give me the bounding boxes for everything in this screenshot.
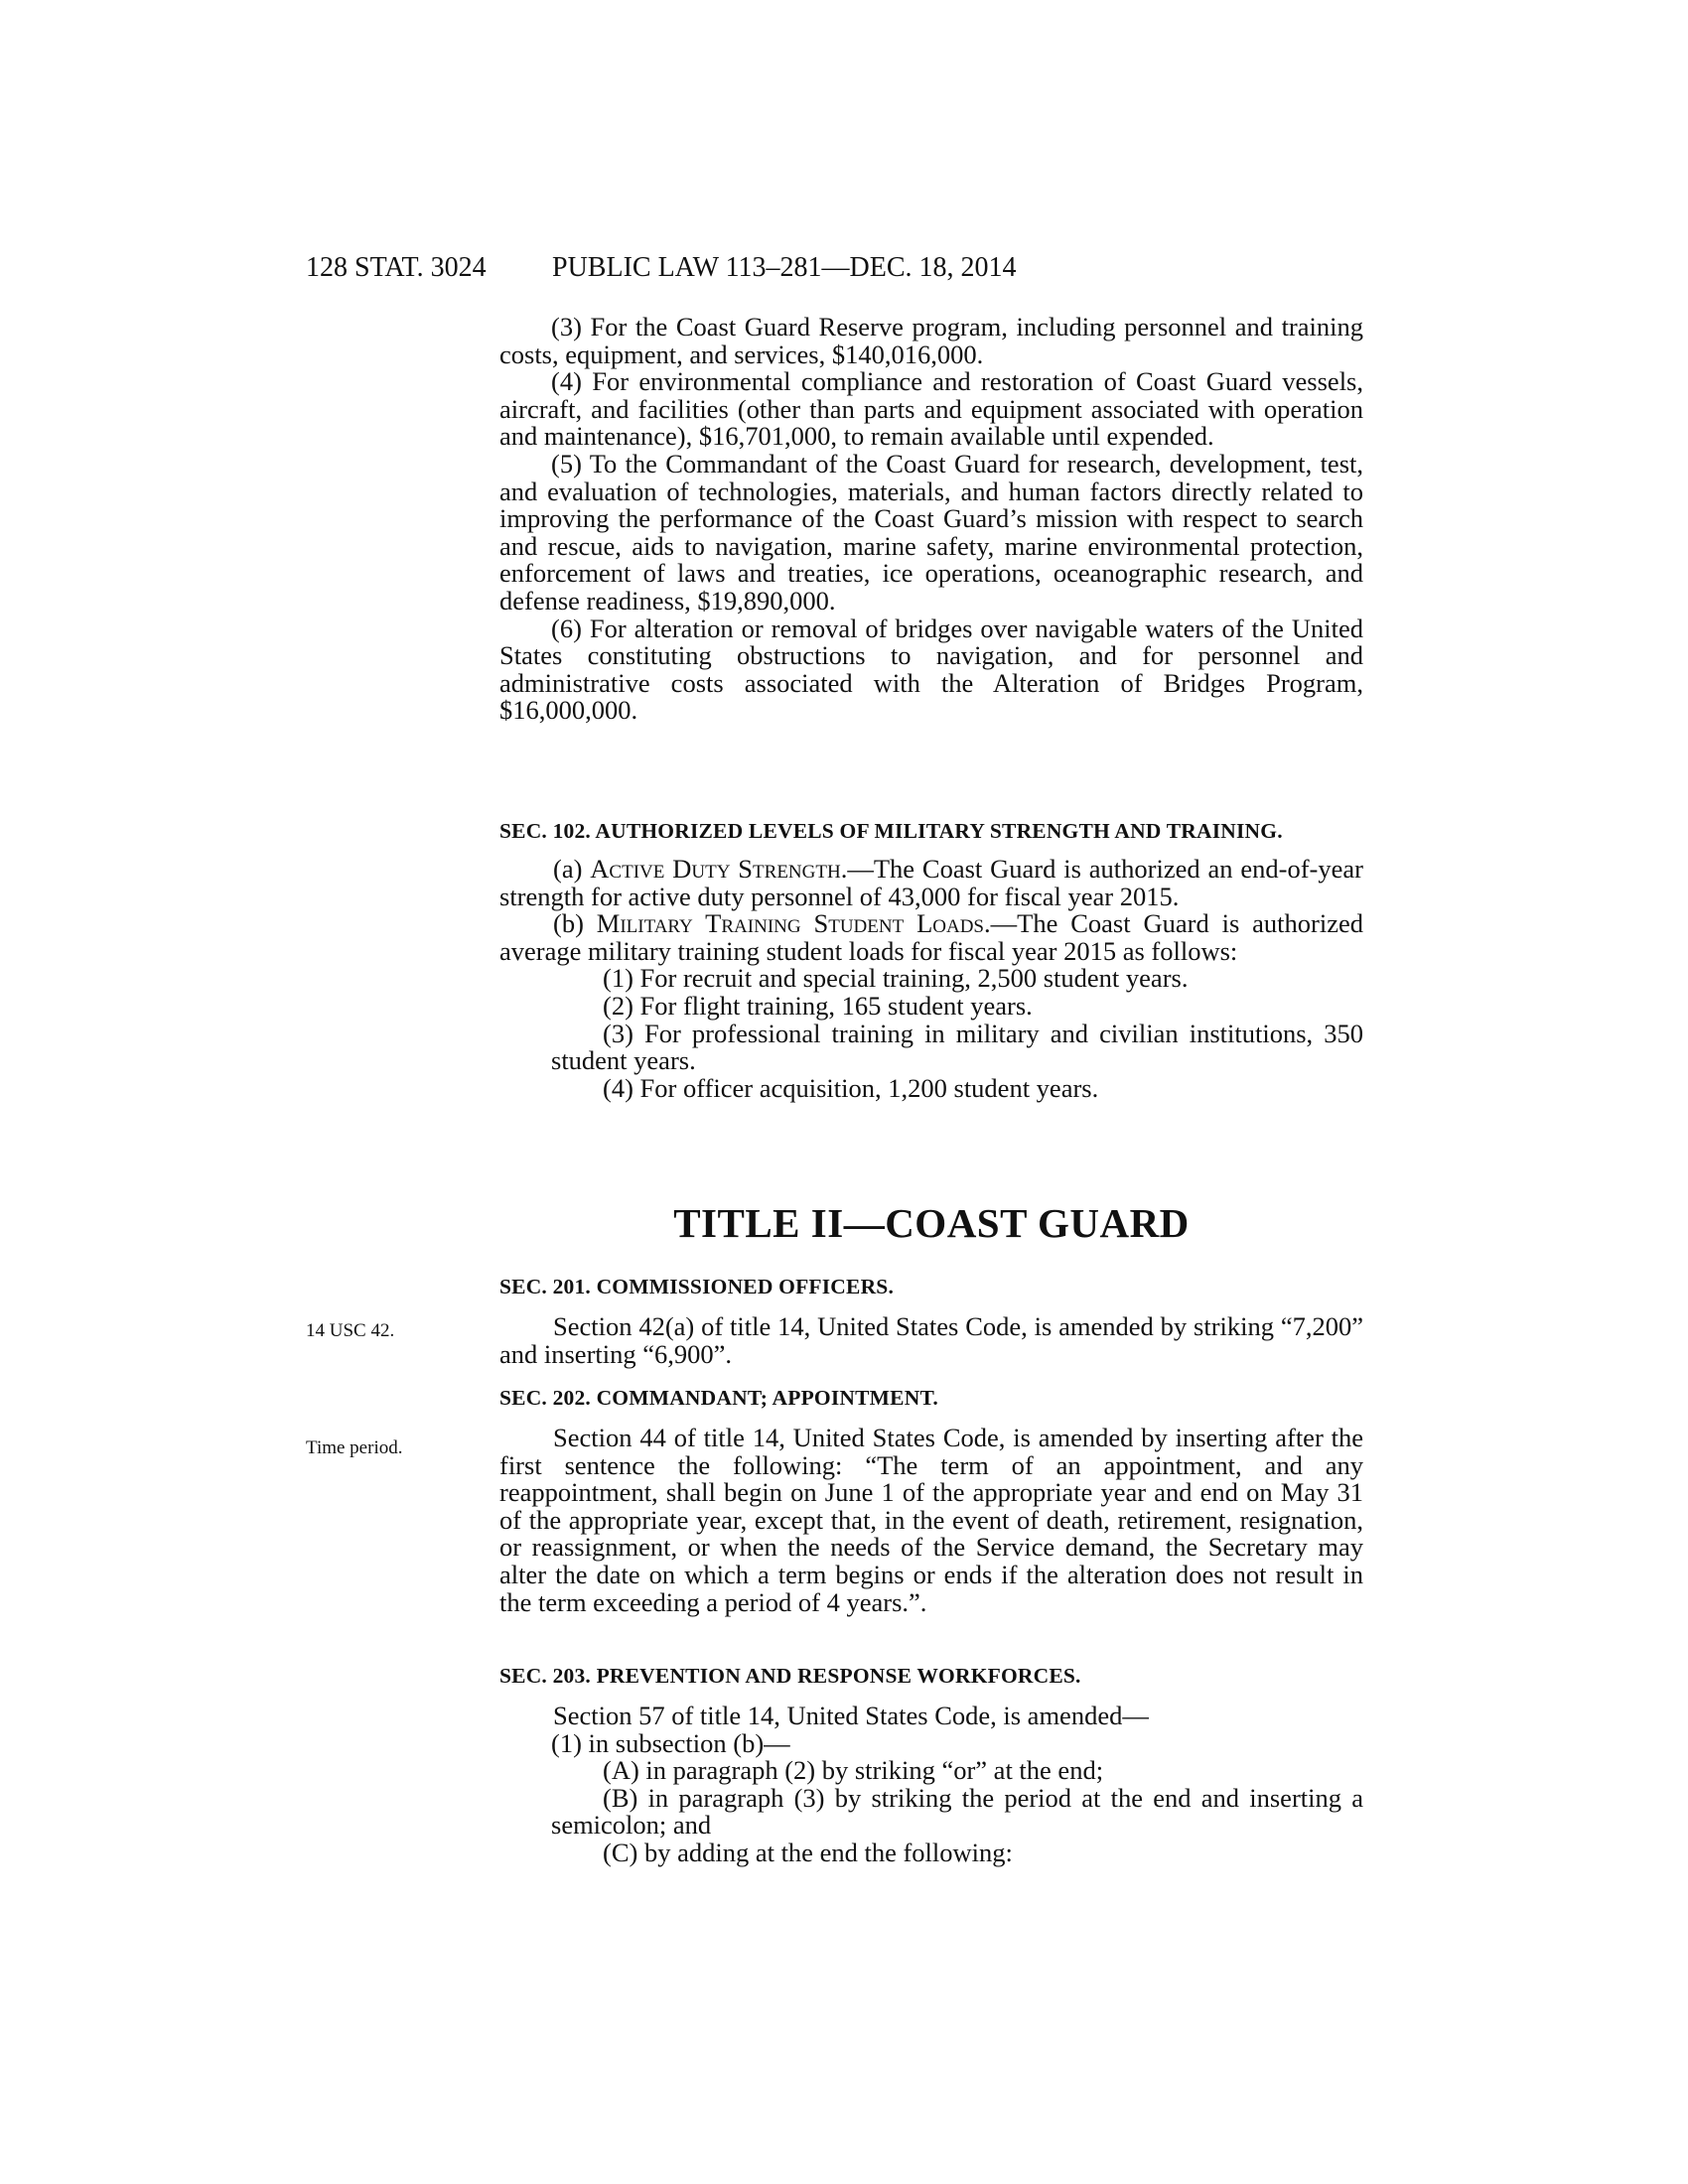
sec102-a-text: .—The Coast Guard is authorized an end-of-year strength for active duty personnel of 43,000 for fiscal year 2015. <box>499 854 1363 911</box>
sec102-b-item-4: (4) For officer acquisition, 1,200 student years. <box>603 1072 1099 1103</box>
sec102-b-item-3: (3) For professional training in military and civilian institutions, 350 student years. <box>551 1018 1363 1076</box>
sec203-paragraph-b <box>499 1782 1363 1841</box>
sec101-item-6: (6) For alteration or removal of bridges over navigable waters of the United States constituting obstructions to navigation, and for personnel and administrative costs associated with the Alteration of Bridges Program, $16,000,000. <box>499 613 1363 726</box>
sec102-b-item-2: (2) For flight training, 165 student years. <box>603 990 1033 1021</box>
sec102-b-text: .—The Coast Guard is authorized average military training student loads for fiscal year 2015 as follows: <box>499 908 1363 966</box>
sec102-a-caption: Active Duty Strength <box>590 854 841 884</box>
sec101-item-4: (4) For environmental compliance and restoration of Coast Guard vessels, aircraft, and facilities (other than parts and equipment associated with operation and maintenance), $16,701,000, to remain available until expended. <box>499 366 1363 452</box>
sec101-item-3: (3) For the Coast Guard Reserve program, including personnel and training costs, equipment, and services, $140,016,000. <box>499 312 1363 369</box>
law-title-header: PUBLIC LAW 113–281—DEC. 18, 2014 <box>552 252 1017 283</box>
sec102-subsection-a <box>499 856 1363 910</box>
statute-citation: 128 STAT. 3024 <box>306 252 487 283</box>
margin-note-usc: 14 USC 42. <box>306 1320 395 1341</box>
sec101-items <box>499 314 1363 725</box>
sec201-text: Section 42(a) of title 14, United States Code, is amended by striking “7,200” and inserting “6,900”. <box>499 1311 1363 1369</box>
margin-note-time-period: Time period. <box>306 1437 403 1458</box>
sec203-paragraph-a: (A) in paragraph (2) by striking “or” at the end; <box>603 1755 1104 1786</box>
sec102-b-label: (b) <box>553 908 597 939</box>
sec101-item-5: (5) To the Commandant of the Coast Guard for research, development, test, and evaluation of technologies, materials, and human factors directly related to improving the performance of the Coast Guard’s mission with respect to search and rescue, aids to navigation, marine safety, marine environmental protection, enforcement of laws and treaties, ice operations, oceanographic research, and defense readiness, $19,890,000. <box>499 448 1363 615</box>
sec203-paragraph-b-text: (B) in paragraph (3) by striking the period at the end and inserting a semicolon; and <box>551 1782 1363 1841</box>
sec203-paragraph-c: (C) by adding at the end the following: <box>603 1837 1013 1867</box>
sec203-intro: Section 57 of title 14, United States Code, is amended— <box>553 1701 1149 1730</box>
sec102-b-item-1: (1) For recruit and special training, 2,500 student years. <box>603 963 1189 994</box>
sec203-paragraph-1: (1) in subsection (b)— <box>551 1727 790 1758</box>
sec102-a-label: (a) <box>553 854 591 884</box>
title-heading: TITLE II—COAST GUARD <box>673 1200 1190 1246</box>
sec203 <box>499 1664 1363 1867</box>
sec102-subsection-b <box>499 910 1363 965</box>
sec201-heading: SEC. 201. COMMISSIONED OFFICERS. <box>499 1275 895 1298</box>
sec102-heading: SEC. 102. AUTHORIZED LEVELS OF MILITARY STRENGTH AND TRAINING. <box>499 819 1283 843</box>
sec202 <box>499 1386 1363 1616</box>
sec102 <box>499 819 1363 1102</box>
sec202-text: Section 44 of title 14, United States Code, is amended by inserting after the first sentence the following: “The term of an appointment, and any reappointment, shall begin on June 1 of the appropriate year and end on May 31 of the appropriate year, except that, in the event of death, retirement, resignation, or reassignment, or when the needs of the Service demand, the Secretary may alter the date on which a term begins or ends if the alteration does not result in the term exceeding a period of 4 years.”. <box>499 1423 1363 1617</box>
sec203-heading: SEC. 203. PREVENTION AND RESPONSE WORKFORCES. <box>499 1664 1081 1688</box>
sec202-heading: SEC. 202. COMMANDANT; APPOINTMENT. <box>499 1386 938 1410</box>
sec102-b-caption: Military Training Student Loads <box>596 908 985 939</box>
sec201 <box>499 1275 1363 1368</box>
